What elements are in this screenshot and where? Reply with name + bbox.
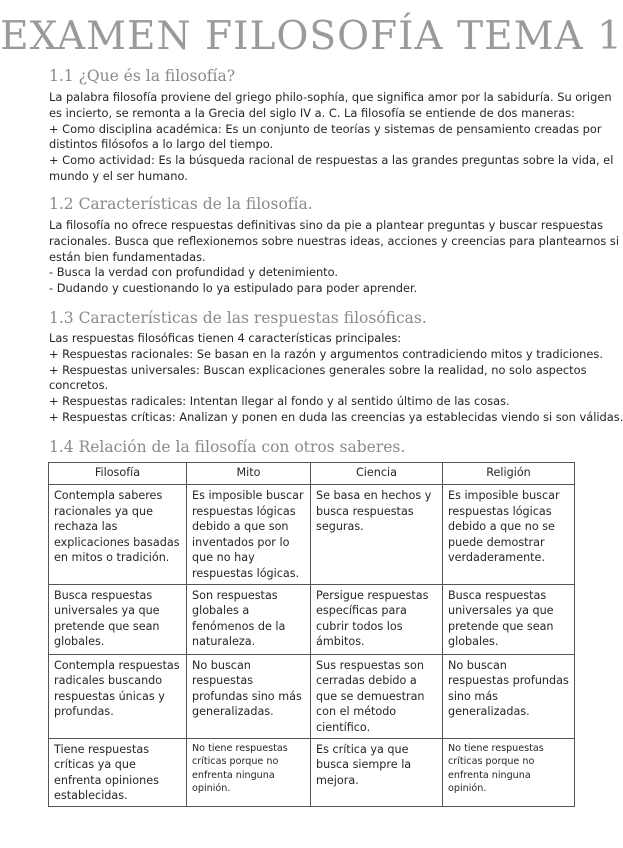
table-cell: No tiene respuestas críticas porque no enfrenta ninguna opinión.: [443, 738, 575, 806]
section-heading-1-1: 1.1 ¿Que és la filosofía?: [49, 67, 236, 85]
table-cell: Es imposible buscar respuestas lógicas debido a que son inventados por lo que no hay respuestas lógicas.: [187, 485, 311, 585]
body-line: están bien fundamentadas.: [49, 249, 206, 264]
body-line: + Respuestas radicales: Intentan llegar al fondo y al sentido último de las cosas.: [49, 394, 510, 409]
body-line: - Busca la verdad con profundidad y detenimiento.: [49, 265, 339, 280]
table-cell: Busca respuestas universales ya que pretende que sean globales.: [443, 584, 575, 654]
column-header-filosofia: Filosofía: [49, 463, 187, 485]
table-cell: Tiene respuestas críticas ya que enfrenta opiniones establecidas.: [49, 738, 187, 806]
section-body-1-2: [49, 218, 620, 297]
column-header-ciencia: Ciencia: [311, 463, 443, 485]
body-line: + Como actividad: Es la búsqueda racional de respuestas a las grandes preguntas sobre la vida, el: [49, 153, 614, 168]
body-line: distintos filósofos a lo largo del tiempo.: [49, 137, 274, 152]
body-line: racionales. Busca que reflexionemos sobre nuestras ideas, acciones y creencias para plantearnos si: [49, 233, 620, 248]
section-body-1-1: [49, 90, 614, 185]
body-line: mundo y el ser humano.: [49, 168, 188, 183]
table-cell: Busca respuestas universales ya que pretende que sean globales.: [49, 584, 187, 654]
table-cell: Sus respuestas son cerradas debido a que se demuestran con el método científico.: [311, 654, 443, 738]
table-cell: No tiene respuestas críticas porque no enfrenta ninguna opinión.: [187, 738, 311, 806]
section-heading-1-4: 1.4 Relación de la filosofía con otros saberes.: [49, 438, 406, 456]
table-cell: Se basa en hechos y busca respuestas seguras.: [311, 485, 443, 585]
table-cell: Es crítica ya que busca siempre la mejora.: [311, 738, 443, 806]
body-line: Las respuestas filosóficas tienen 4 características principales:: [49, 331, 402, 345]
table-row: [49, 738, 575, 806]
table-header-row: [49, 463, 575, 485]
table-row: [49, 485, 575, 585]
body-line: + Respuestas universales: Buscan explicaciones generales sobre la realidad, no solo aspectos: [49, 362, 587, 377]
table-row: [49, 584, 575, 654]
table-cell: No buscan respuestas profundas sino más generalizadas.: [187, 654, 311, 738]
body-line: - Dudando y cuestionando lo ya estipulado para poder aprender.: [49, 281, 418, 296]
section-heading-1-2: 1.2 Características de la filosofía.: [49, 195, 313, 213]
table-cell: Contempla respuestas radicales buscando respuestas únicas y profundas.: [49, 654, 187, 738]
body-line: La filosofía no ofrece respuestas definitivas sino da pie a plantear preguntas y buscar respuestas: [49, 218, 604, 232]
table-cell: No buscan respuestas profundas sino más generalizadas.: [443, 654, 575, 738]
table-cell: Son respuestas globales a fenómenos de la naturaleza.: [187, 584, 311, 654]
body-line: es incierto, se remonta a la Grecia del siglo IV a. C. La filosofía se entiende de dos maneras:: [49, 105, 575, 120]
column-header-mito: Mito: [187, 463, 311, 485]
table-cell: Persigue respuestas específicas para cubrir todos los ámbitos.: [311, 584, 443, 654]
body-line: + Respuestas racionales: Se basan en la razón y argumentos contradiciendo mitos y tradiciones.: [49, 346, 603, 361]
table-cell: Contempla saberes racionales ya que rechaza las explicaciones basadas en mitos o tradición.: [49, 485, 187, 585]
section-heading-1-3: 1.3 Características de las respuestas filosóficas.: [49, 309, 427, 327]
section-body-1-3: [49, 331, 623, 426]
column-header-religion: Religión: [443, 463, 575, 485]
page-title: EXAMEN FILOSOFÍA TEMA 1: [0, 14, 623, 59]
comparison-table: [48, 462, 575, 807]
table-cell: Es imposible buscar respuestas lógicas debido a que no se puede demostrar verdaderamente.: [443, 485, 575, 585]
table-row: [49, 654, 575, 738]
body-line: concretos.: [49, 378, 109, 393]
body-line: La palabra filosofía proviene del griego philo-sophía, que significa amor por la sabiduría. Su origen: [49, 90, 612, 104]
body-line: + Como disciplina académica: Es un conjunto de teorías y sistemas de pensamiento creadas por: [49, 121, 602, 136]
body-line: + Respuestas críticas: Analizan y ponen en duda las creencias ya establecidas viendo si son válidas.: [49, 409, 623, 424]
